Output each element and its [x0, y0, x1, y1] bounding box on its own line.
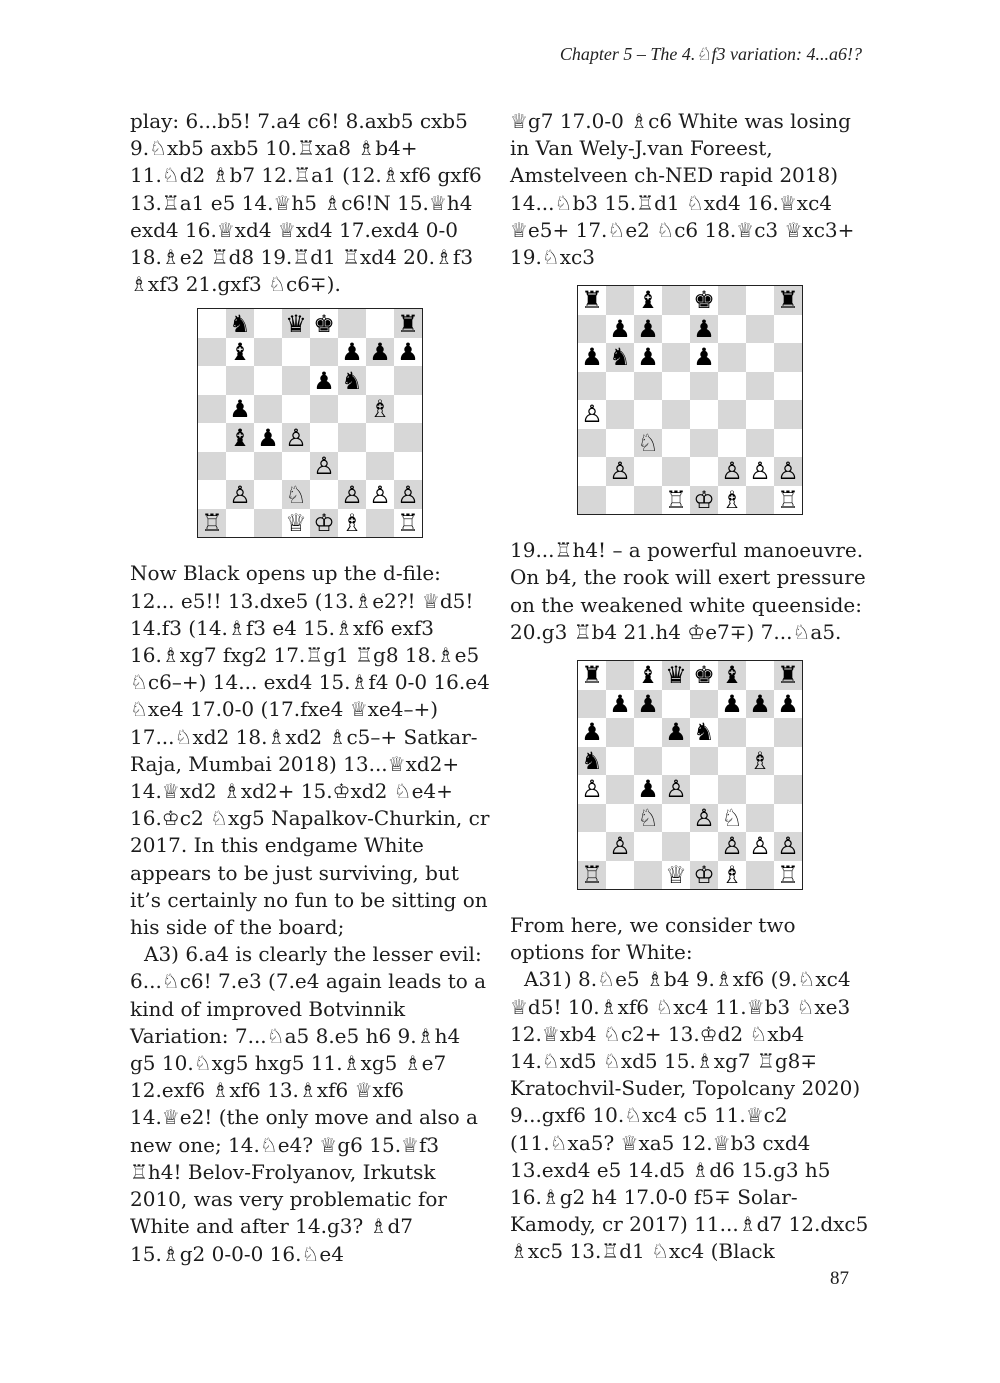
white-pawn-icon: ♙	[282, 423, 310, 452]
board-square	[606, 804, 634, 833]
white-pawn-icon: ♙	[226, 480, 254, 509]
board-square	[746, 372, 774, 401]
white-bishop-icon: ♗	[366, 395, 394, 424]
black-queen-icon: ♛	[662, 661, 690, 690]
white-queen-icon: ♕	[662, 861, 690, 890]
black-pawn-icon: ♟	[634, 690, 662, 719]
white-pawn-icon: ♙	[746, 457, 774, 486]
board-square	[746, 804, 774, 833]
white-pawn-icon: ♙	[606, 457, 634, 486]
board-square	[366, 509, 394, 538]
board-square	[718, 343, 746, 372]
board-square	[282, 452, 310, 481]
board-square	[718, 429, 746, 458]
black-pawn-icon: ♟	[226, 395, 254, 424]
white-pawn-icon: ♙	[578, 775, 606, 804]
board-square	[282, 366, 310, 395]
black-king-icon: ♚	[690, 661, 718, 690]
black-knight-icon: ♞	[690, 718, 718, 747]
board-square	[606, 861, 634, 890]
board-square	[690, 400, 718, 429]
board-square	[634, 486, 662, 515]
white-king-icon: ♔	[690, 861, 718, 890]
board-square	[662, 747, 690, 776]
board-square	[254, 338, 282, 367]
board-square	[366, 423, 394, 452]
board-square	[578, 486, 606, 515]
black-rook-icon: ♜	[394, 309, 422, 338]
white-knight-icon: ♘	[634, 429, 662, 458]
white-pawn-icon: ♙	[578, 400, 606, 429]
board-square	[606, 747, 634, 776]
chess-diagram-3	[577, 660, 803, 890]
board-square	[774, 804, 802, 833]
board-square	[578, 457, 606, 486]
black-rook-icon: ♜	[774, 661, 802, 690]
white-king-icon: ♔	[310, 509, 338, 538]
board-square	[254, 309, 282, 338]
board-square	[606, 486, 634, 515]
white-pawn-icon: ♙	[394, 480, 422, 509]
board-square	[662, 286, 690, 315]
board-square	[198, 480, 226, 509]
white-bishop-icon: ♗	[718, 861, 746, 890]
black-pawn-icon: ♟	[366, 338, 394, 367]
black-knight-icon: ♞	[578, 747, 606, 776]
board-square	[690, 832, 718, 861]
board-square	[774, 747, 802, 776]
board-square	[774, 718, 802, 747]
board-square	[254, 480, 282, 509]
white-king-icon: ♔	[690, 486, 718, 515]
board-square	[226, 452, 254, 481]
black-rook-icon: ♜	[578, 661, 606, 690]
board-square	[718, 286, 746, 315]
board-square	[394, 452, 422, 481]
board-square	[746, 661, 774, 690]
board-square	[226, 366, 254, 395]
board-square	[774, 400, 802, 429]
board-square	[662, 457, 690, 486]
board-square	[578, 804, 606, 833]
board-square	[690, 457, 718, 486]
black-rook-icon: ♜	[578, 286, 606, 315]
white-pawn-icon: ♙	[718, 832, 746, 861]
board-square	[198, 338, 226, 367]
board-square	[662, 315, 690, 344]
black-pawn-icon: ♟	[634, 315, 662, 344]
white-pawn-icon: ♙	[366, 480, 394, 509]
chess-diagram-1	[197, 308, 423, 538]
white-pawn-icon: ♙	[718, 457, 746, 486]
page-number: 87	[830, 1268, 849, 1289]
black-pawn-icon: ♟	[690, 315, 718, 344]
white-rook-icon: ♖	[394, 509, 422, 538]
board-square	[746, 315, 774, 344]
board-square	[338, 309, 366, 338]
board-square	[662, 690, 690, 719]
board-square	[634, 718, 662, 747]
black-pawn-icon: ♟	[774, 690, 802, 719]
black-pawn-icon: ♟	[606, 315, 634, 344]
board-square	[338, 423, 366, 452]
black-pawn-icon: ♟	[338, 338, 366, 367]
chess-diagram-2	[577, 285, 803, 515]
board-square	[662, 343, 690, 372]
white-rook-icon: ♖	[198, 509, 226, 538]
board-square	[338, 452, 366, 481]
board-square	[634, 457, 662, 486]
board-square	[366, 309, 394, 338]
black-king-icon: ♚	[690, 286, 718, 315]
board-square	[718, 400, 746, 429]
white-rook-icon: ♖	[578, 861, 606, 890]
black-pawn-icon: ♟	[746, 690, 774, 719]
black-queen-icon: ♛	[282, 309, 310, 338]
paragraph: Now Black opens up the d-file: 12... e5!! 13.dxe5 (13.♗e2?! ♕d5! 14.f3 (14.♗f3 e4 15.♗xf6 exf3 16.♗xg7 fxg2 17.♖g1 ♖g8 18.♗e5 ♘c6–+) 14... exd4 15.♗f4 0-0 16.e4 ♘xe4 17.0-0 (17.fxe4 ♕xe4–+) 17...♘xd2 18.♗xd2 ♗c5–+ Satkar-Raja, Mumbai 2018) 13...♕xd2+ 14.♕xd2 ♗xd2+ 15.♔xd2 ♘e4+ 16.♔c2 ♘xg5 Napalkov-Churkin, cr 2017. In this endgame White appears to be just surviving, but it’s certainly no fun to be sitting on his side of the board;	[130, 561, 490, 940]
black-bishop-icon: ♝	[634, 661, 662, 690]
board-square	[578, 315, 606, 344]
board-square	[746, 286, 774, 315]
board-square	[282, 395, 310, 424]
board-square	[198, 423, 226, 452]
board-square	[198, 395, 226, 424]
white-rook-icon: ♖	[774, 486, 802, 515]
white-pawn-icon: ♙	[606, 832, 634, 861]
board-square	[774, 429, 802, 458]
black-pawn-icon: ♟	[634, 343, 662, 372]
white-bishop-icon: ♗	[338, 509, 366, 538]
black-pawn-icon: ♟	[254, 423, 282, 452]
board-square	[254, 509, 282, 538]
board-square	[394, 395, 422, 424]
board-square	[606, 661, 634, 690]
board-square	[338, 395, 366, 424]
paragraph: A31) 8.♘e5 ♗b4 9.♗xf6 (9.♘xc4 ♕d5! 10.♗xf6 ♘xc4 11.♕b3 ♘xe3 12.♕xb4 ♘c2+ 13.♔d2 ♘xb4 14.♘xd5 ♘xd5 15.♗xg7 ♖g8∓ Kratochvil-Suder, Topolcany 2020) 9...gxf6 10.♘xc4 c5 11.♕c2 (11.♘xa5? ♕xa5 12.♕b3 cxd4 13.exd4 e5 14.d5 ♗d6 15.g3 h5 16.♗g2 h4 17.0-0 f5∓ Solar-Kamody, cr 2017) 11...♗d7 12.dxc5 ♗xc5 13.♖d1 ♘xc4 (Black	[510, 967, 869, 1264]
board-square	[746, 775, 774, 804]
black-pawn-icon: ♟	[394, 338, 422, 367]
board-square	[606, 718, 634, 747]
white-pawn-icon: ♙	[338, 480, 366, 509]
board-square	[606, 429, 634, 458]
black-knight-icon: ♞	[606, 343, 634, 372]
paragraph: ♕g7 17.0-0 ♗c6 White was losing in Van Wely-J.van Foreest, Amstelveen ch-NED rapid 2018) 14...♘b3 15.♖d1 ♘xd4 16.♕xc4 ♕e5+ 17.♘e2 ♘c6 18.♕c3 ♕xc3+ 19.♘xc3	[510, 109, 855, 270]
board-square	[394, 423, 422, 452]
board-square	[718, 747, 746, 776]
board-square	[606, 372, 634, 401]
black-bishop-icon: ♝	[634, 286, 662, 315]
black-pawn-icon: ♟	[310, 366, 338, 395]
white-pawn-icon: ♙	[746, 832, 774, 861]
board-square	[634, 372, 662, 401]
chess-diagram-2-wrapper	[510, 285, 870, 515]
black-pawn-icon: ♟	[690, 343, 718, 372]
board-square	[690, 747, 718, 776]
white-pawn-icon: ♙	[774, 457, 802, 486]
black-bishop-icon: ♝	[226, 338, 254, 367]
board-square	[634, 832, 662, 861]
board-square	[310, 423, 338, 452]
chess-diagram-1-wrapper	[130, 308, 490, 538]
board-square	[746, 861, 774, 890]
board-square	[690, 429, 718, 458]
board-square	[746, 429, 774, 458]
board-square	[662, 429, 690, 458]
board-square	[310, 480, 338, 509]
black-rook-icon: ♜	[774, 286, 802, 315]
board-square	[718, 718, 746, 747]
board-square	[254, 366, 282, 395]
board-square	[746, 400, 774, 429]
board-square	[578, 429, 606, 458]
black-pawn-icon: ♟	[634, 775, 662, 804]
white-rook-icon: ♖	[662, 486, 690, 515]
paragraph: 19...♖h4! – a powerful manoeuvre. On b4, the rook will exert pressure on the weakened white queenside: 20.g3 ♖b4 21.h4 ♔e7∓) 7...♘a5.	[510, 538, 866, 644]
white-knight-icon: ♘	[282, 480, 310, 509]
black-pawn-icon: ♟	[662, 718, 690, 747]
white-queen-icon: ♕	[282, 509, 310, 538]
board-square	[578, 690, 606, 719]
white-bishop-icon: ♗	[746, 747, 774, 776]
black-bishop-icon: ♝	[226, 423, 254, 452]
black-knight-icon: ♞	[226, 309, 254, 338]
paragraph: From here, we consider two options for White:	[510, 913, 796, 965]
running-header: Chapter 5 – The 4.♘f3 variation: 4...a6!?	[559, 44, 862, 64]
board-square	[662, 400, 690, 429]
board-square	[198, 309, 226, 338]
board-square	[310, 338, 338, 367]
board-square	[718, 315, 746, 344]
board-square	[718, 372, 746, 401]
white-rook-icon: ♖	[774, 861, 802, 890]
paragraph: A3) 6.a4 is clearly the lesser evil: 6...♘c6! 7.e3 (7.e4 again leads to a kind of improved Botvinnik Variation: 7...♘a5 8.e5 h6 9.♗h4 g5 10.♘xg5 hxg5 11.♗xg5 ♗e7 12.exf6 ♗xf6 13.♗xf6 ♕xf6 14.♕e2! (the only move and also a new one; 14.♘e4? ♕g6 15.♕f3 ♖h4! Belov-Frolyanov, Irkutsk 2010, was very problematic for White and after 14.g3? ♗d7 15.♗g2 0-0-0 16.♘e4	[130, 942, 487, 1266]
white-pawn-icon: ♙	[310, 452, 338, 481]
black-knight-icon: ♞	[338, 366, 366, 395]
white-knight-icon: ♘	[634, 804, 662, 833]
board-square	[282, 338, 310, 367]
board-square	[690, 690, 718, 719]
board-square	[254, 395, 282, 424]
board-square	[746, 718, 774, 747]
board-square	[198, 366, 226, 395]
black-pawn-icon: ♟	[578, 343, 606, 372]
white-knight-icon: ♘	[718, 804, 746, 833]
black-king-icon: ♚	[310, 309, 338, 338]
board-square	[690, 775, 718, 804]
black-pawn-icon: ♟	[606, 690, 634, 719]
board-square	[746, 486, 774, 515]
board-square	[578, 832, 606, 861]
black-bishop-icon: ♝	[718, 661, 746, 690]
left-column	[130, 108, 490, 1268]
right-column	[510, 108, 870, 1266]
board-square	[718, 775, 746, 804]
board-square	[366, 366, 394, 395]
chess-diagram-3-wrapper	[510, 660, 870, 890]
board-square	[606, 775, 634, 804]
board-square	[606, 400, 634, 429]
board-square	[662, 804, 690, 833]
board-square	[254, 452, 282, 481]
white-pawn-icon: ♙	[774, 832, 802, 861]
board-square	[634, 747, 662, 776]
board-square	[578, 372, 606, 401]
white-pawn-icon: ♙	[690, 804, 718, 833]
board-square	[746, 343, 774, 372]
board-square	[634, 861, 662, 890]
board-square	[774, 372, 802, 401]
board-square	[394, 366, 422, 395]
board-square	[606, 286, 634, 315]
board-square	[310, 395, 338, 424]
white-bishop-icon: ♗	[718, 486, 746, 515]
board-square	[198, 452, 226, 481]
board-square	[690, 372, 718, 401]
board-square	[226, 509, 254, 538]
board-square	[634, 400, 662, 429]
black-pawn-icon: ♟	[578, 718, 606, 747]
board-square	[774, 775, 802, 804]
white-pawn-icon: ♙	[662, 775, 690, 804]
board-square	[662, 372, 690, 401]
board-square	[662, 832, 690, 861]
board-square	[366, 452, 394, 481]
black-pawn-icon: ♟	[718, 690, 746, 719]
board-square	[774, 343, 802, 372]
paragraph: play: 6...b5! 7.a4 c6! 8.axb5 cxb5 9.♘xb5 axb5 10.♖xa8 ♗b4+ 11.♘d2 ♗b7 12.♖a1 (12.♗xf6 gxf6 13.♖a1 e5 14.♕h5 ♗c6!N 15.♕h4 exd4 16.♕xd4 ♕xd4 17.exd4 0-0 18.♗e2 ♖d8 19.♖d1 ♖xd4 20.♗f3 ♗xf3 21.gxf3 ♘c6∓).	[130, 109, 482, 297]
board-square	[774, 315, 802, 344]
